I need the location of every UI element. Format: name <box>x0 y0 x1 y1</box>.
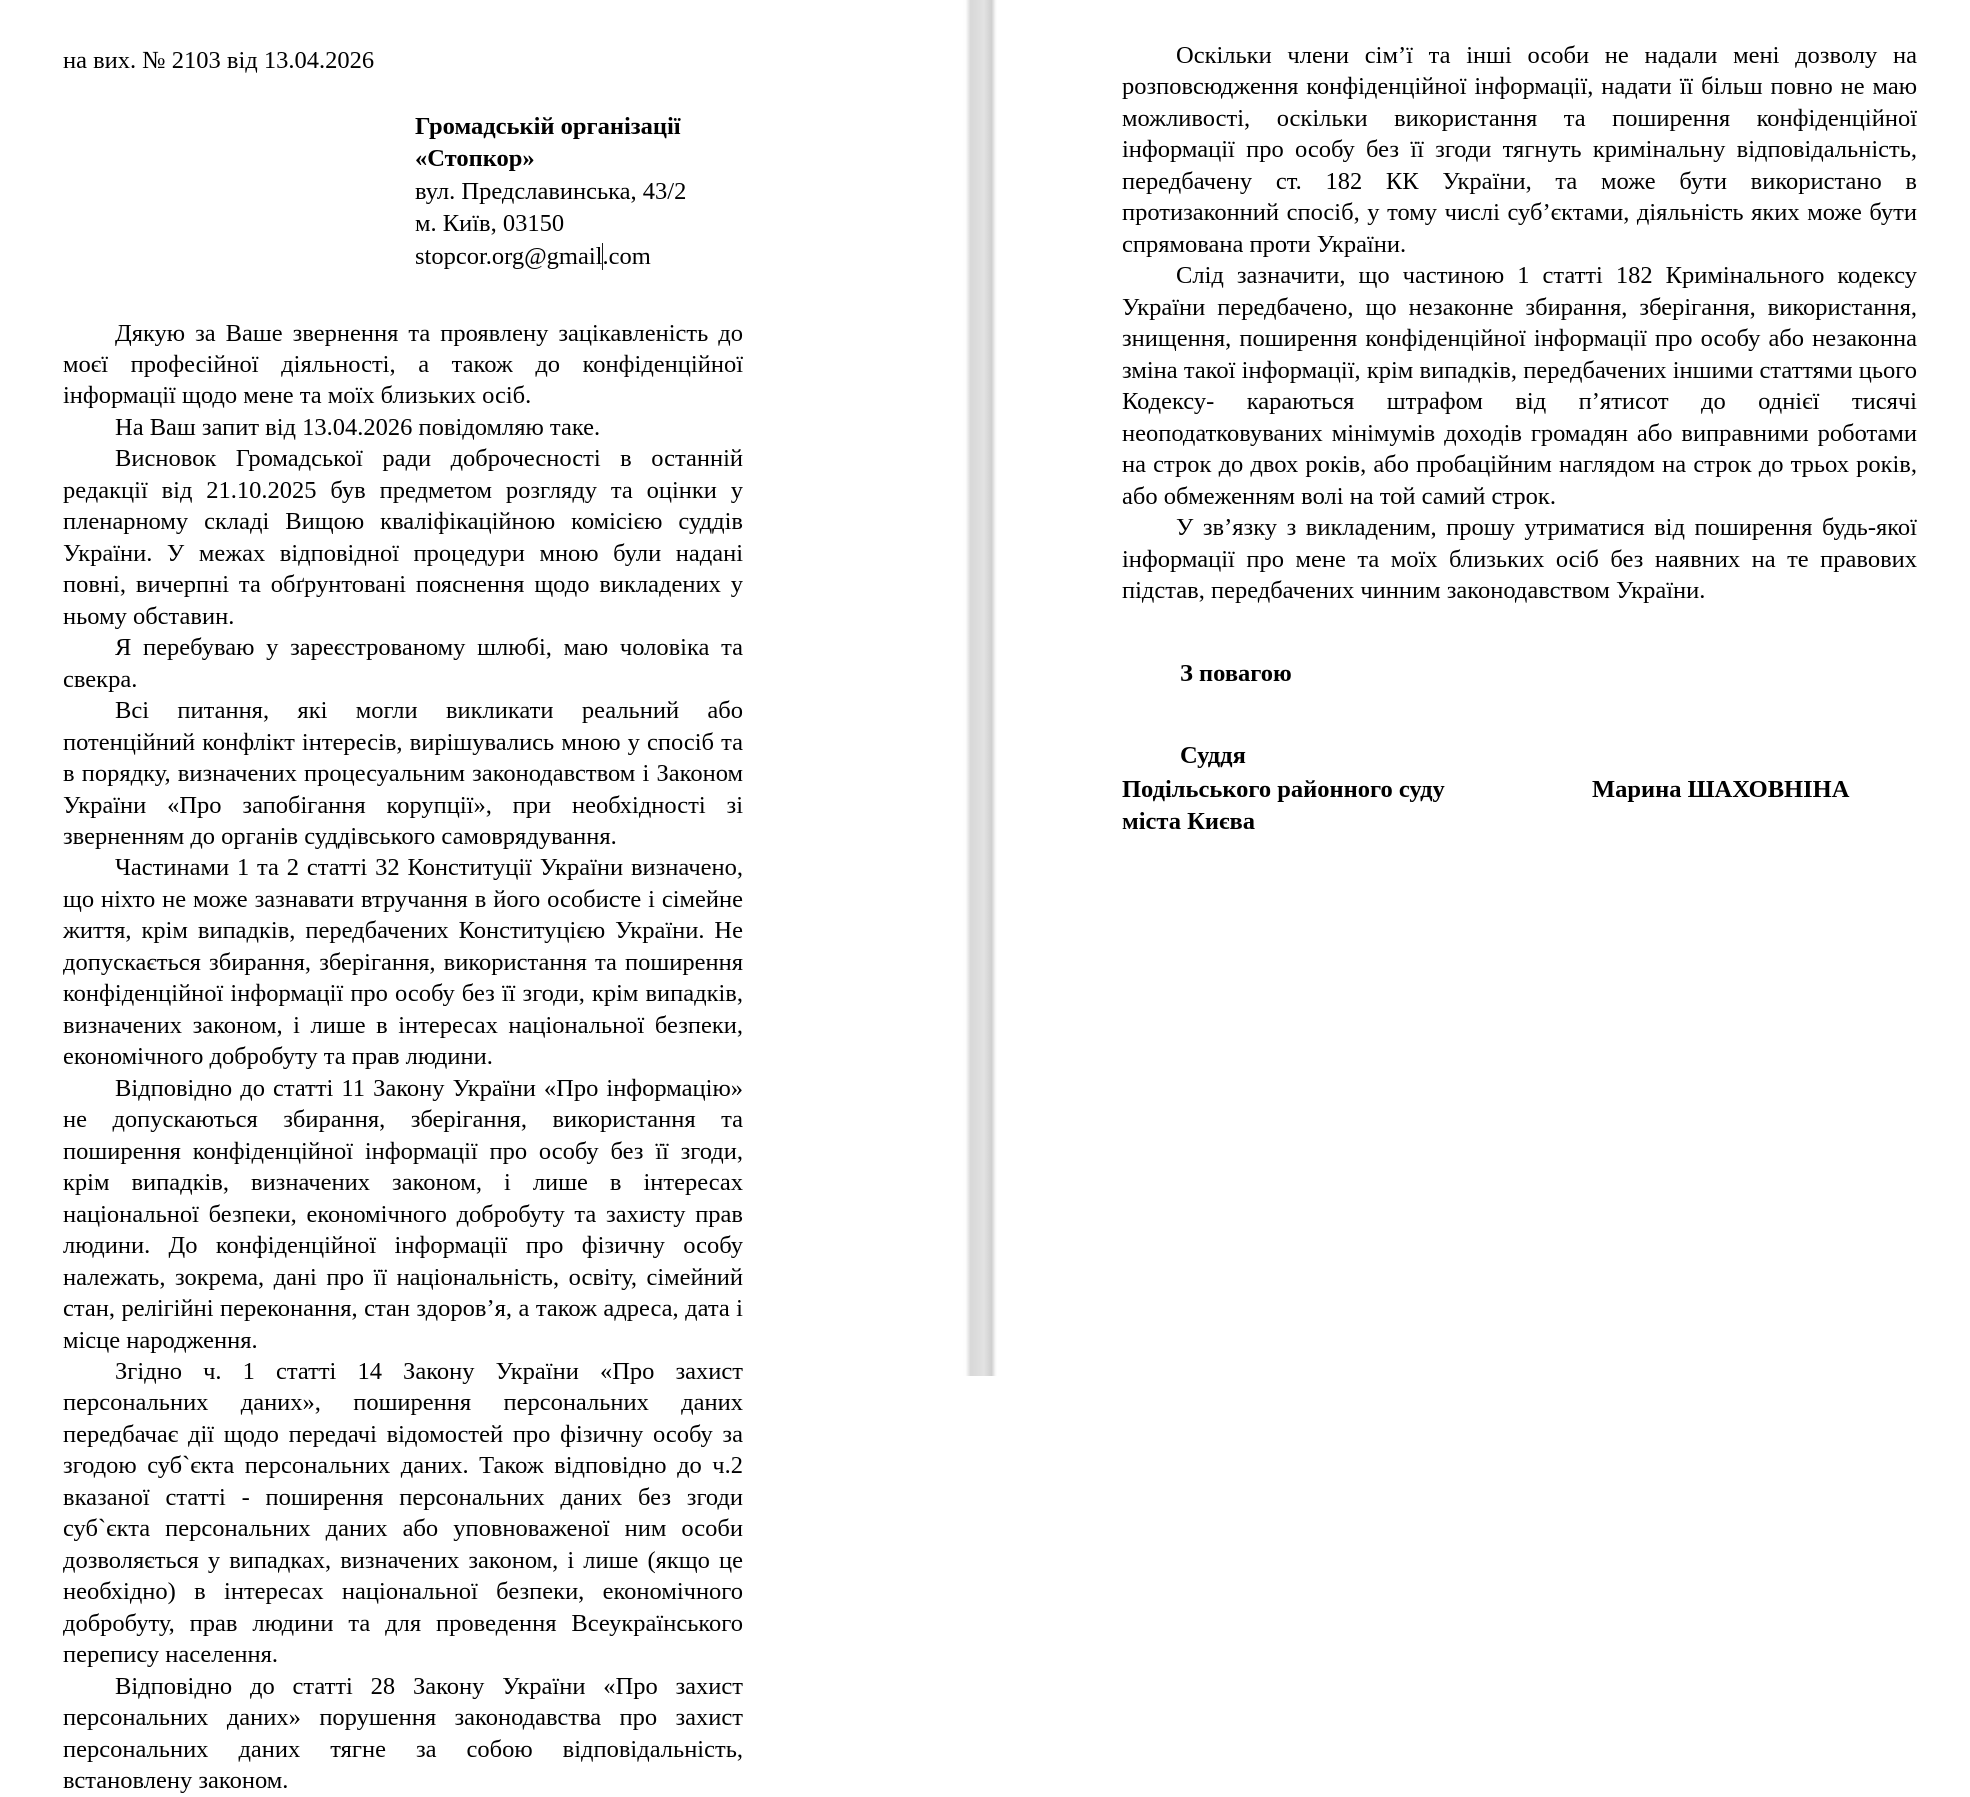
page-left-content <box>63 46 743 1797</box>
page-left <box>0 0 963 1795</box>
signature-court: Подільського районного суду <box>1122 776 1445 804</box>
paragraph: Відповідно до статті 11 Закону України «Про інформацію» не допускаються збирання, зберігання, використання та поширення конфіденційної інформації про особу без її згоди, крім випадків, визначених законом, і лише в інтересах національної безпеки, економічного добробуту та захисту прав людини. До конфіденційної інформації про фізичну особу належать, зокрема, дані про її національність, освіту, сімейний стан, релігійні переконання, стан здоров’я, а також адреса, дата і місце народження. <box>63 1074 743 1354</box>
addressee-email-text-before-caret: stopcor.org@gmail <box>415 242 603 270</box>
addressee-organization-line2: «Стопкор» <box>415 145 535 173</box>
signature-name: Марина ШАХОВНІНА <box>1592 776 1850 804</box>
paragraph: Висновок Громадської ради доброчесності в останній редакції від 21.10.2025 був предметом розгляду та оцінки у пленарному складі Вищою кваліфікаційною комісією суддів України. У межах відповідної процедури мною були надані повні, вичерпні та обґрунтовані пояснення щодо викладених у ньому обставин. <box>63 445 743 630</box>
addressee-email-text-after-caret: .com <box>602 242 651 270</box>
paragraph: Я перебуваю у зареєстрованому шлюбі, маю чоловіка та свекра. <box>63 634 743 693</box>
paragraph: На Ваш запит від 13.04.2026 повідомляю таке. <box>115 413 601 441</box>
addressee-street: вул. Предславинська, 43/2 <box>415 177 687 205</box>
paragraph: Слід зазначити, що частиною 1 статті 182 Кримінального кодексу України передбачено, що незаконне збирання, зберігання, використання, знищення, поширення конфіденційної інформації про особу або незаконна зміна такої інформації, крім випадків, передбачених іншими статтями цього Кодексу- караються штрафом від п’ятисот до однієї тисячі неоподатковуваних мінімумів доходів громадян або виправними роботами на строк до двох років, або пробаційним наглядом на строк до трьох років, або обмеженням волі на той самий строк. <box>1122 262 1917 510</box>
addressee-block <box>415 111 743 274</box>
addressee-email <box>415 241 743 274</box>
page-left-body <box>63 318 743 1797</box>
signature-court-row <box>1122 774 1917 806</box>
paragraph: Всі питання, які могли викликати реальний або потенційний конфлікт інтересів, вирішувались мною у спосіб та в порядку, визначених процесуальним законодавством і Законом України «Про запобігання корупції», при необхідності зі зверненням до органів суддівського самоврядування. <box>63 697 743 851</box>
addressee-city: м. Київ, 03150 <box>415 210 565 238</box>
signature-city: міста Києва <box>1122 807 1256 835</box>
page-right-content <box>1122 40 1917 838</box>
signature-regards: З повагою <box>1180 660 1292 688</box>
signature-block <box>1122 658 1917 837</box>
outgoing-number-line: на вих. № 2103 від 13.04.2026 <box>63 47 375 74</box>
page-divider <box>963 0 997 1376</box>
paragraph: Частинами 1 та 2 статті 32 Конституції України визначено, що ніхто не може зазнавати втручання в його особисте і сімейне життя, крім випадків, передбачених Конституцією України. Не допускається збирання, зберігання, використання та поширення конфіденційної інформації про особу без її згоди, крім випадків, визначених законом, і лише в інтересах національної безпеки, економічного добробуту та прав людини. <box>63 854 743 1071</box>
signature-role: Суддя <box>1180 742 1246 770</box>
paragraph: Відповідно до статті 28 Закону України «Про захист персональних даних» порушення законодавства про захист персональних даних тягне за собою відповідальність, встановлену законом. <box>63 1672 743 1795</box>
paragraph: У зв’язку з викладеним, прошу утриматися від поширення будь-якої інформації про мене та моїх близьких осіб без наявних на те правових підстав, передбачених чинним законодавством України. <box>1122 514 1917 604</box>
page-right <box>997 0 1970 1376</box>
paragraph: Оскільки члени сім’ї та інші особи не надали мені дозволу на розповсюдження конфіденційної інформації, надати її більш повно не маю можливості, оскільки використання та поширення конфіденційної інформації про особу без її згоди тягнуть кримінальну відповідальність, передбачену ст. 182 КК України, та може бути використано в протизаконний спосіб, у тому числі суб’єктами, діяльність яких може бути спрямована проти України. <box>1122 42 1917 258</box>
addressee-organization-line1: Громадській організації <box>415 112 681 140</box>
paragraph: Дякую за Ваше звернення та проявлену зацікавленість до моєї професійної діяльності, а також до конфіденційної інформації щодо мене та моїх близьких осіб. <box>63 319 743 410</box>
paragraph: Згідно ч. 1 статті 14 Закону України «Про захист персональних даних», поширення персональних даних передбачає дії щодо передачі відомостей про фізичну особу за згодою суб`єкта персональних даних. Також відповідно до ч.2 вказаної статті - поширення персональних даних без згоди суб`єкта персональних даних або уповноваженої ним особи дозволяється у випадках, визначених законом, і лише (якщо це необхідно) в інтересах національної безпеки, економічного добробуту, прав людини та для проведення Всеукраїнського перепису населення. <box>63 1357 743 1669</box>
page-right-body <box>1122 40 1917 606</box>
